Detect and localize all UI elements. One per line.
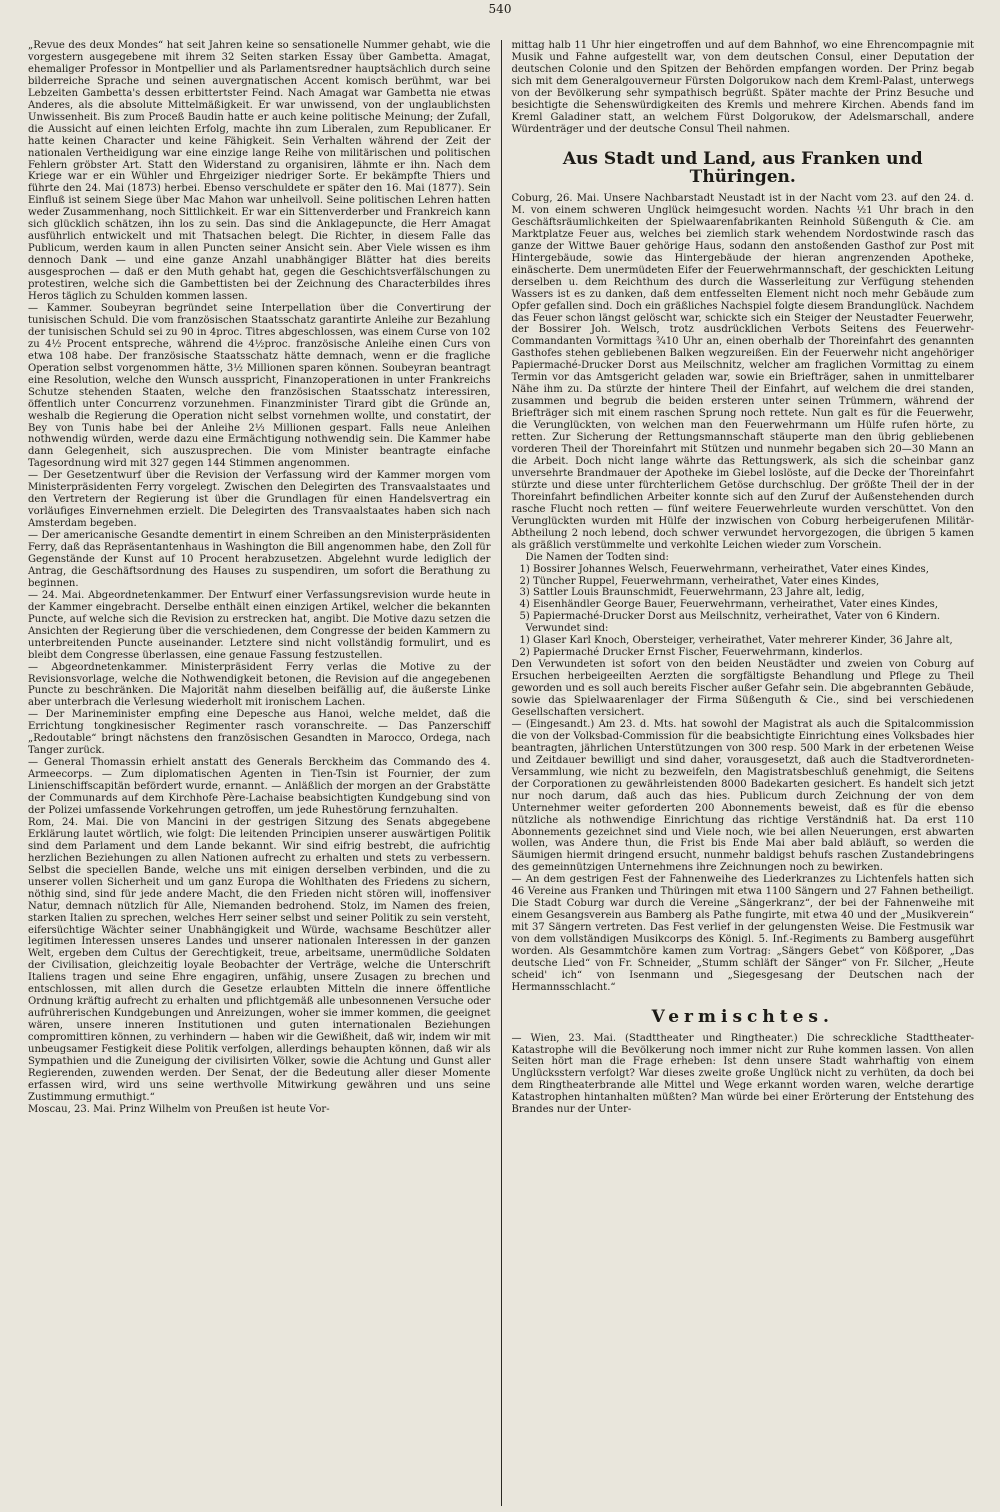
article-paragraph: — Kammer. Soubeyran begründet seine Interpellation über die Convertirung der tunisischen Schuld. Die vom französischen Staatsschatz garantirte Anleihe zur Bezahlung der tunisischen Schuld sei zu 90 in 4proc. Titres abgeschlossen, was einem Curse von 102 zu 4½ Procent entspreche, während die 4½proc. französische Anleihe einen Curs von etwa 108 habe. Der französische Staatsschatz hätte demnach, wenn er die fragliche Operation selbst vorgenommen hätte, 3½ Millionen sparen können. Soubeyran beantragt eine Resolution, welche den Wunsch ausspricht, Finanzoperationen in unter Frankreichs Schutze stehenden Staaten, welche den französischen Staatsschatz interessiren, öffentlich unter Concurrenz vorzunehmen. Finanzminister Tirard gibt die Gründe an, weshalb die Regierung die Operation nicht selbst vornehmen wollte, und constatirt, der Bey von Tunis habe bei der Anleihe 2⅓ Millionen gespart. Falls neue Anleihen nothwendig würden, werde dazu eine Ermächtigung nothwendig sein. Die Kammer habe dann Gelegenheit, sich auszusprechen. Die vom Minister beantragte einfache Tagesordnung wird mit 327 gegen 144 Stimmen angenommen.	[28, 302, 491, 470]
article-paragraph: — General Thomassin erhielt anstatt des Generals Berckheim das Commando des 4. Armeecorps. — Zum diplomatischen Agenten in Tien-Tsin ist Fournier, der zum Linienschiffscapitän befördert wurde, ernannt. — Anläßlich der morgen an der Grabstätte der Communards auf dem Kirchhofe Père-Lachaise beabsichtigten Kundgebung sind von der Polizei umfassende Vorkehrungen getroffen, um jede Ruhestörung fernzuhalten.	[28, 757, 491, 816]
column-divider	[501, 40, 502, 1506]
article-paragraph: Coburg, 26. Mai. Unsere Nachbarstadt Neustadt ist in der Nacht vom 23. auf den 24. d. M. von einem schweren Unglück heimgesucht worden. Nachts ½1 Uhr brach in den Geschäftsräumlichkeiten der Spielwaarenfabrikanten Reinhold Süßenguth & Cie. am Marktplatze Feuer aus, welches bei ziemlich stark wehendem Nordostwinde rasch das ganze der Wittwe Bauer gehörige Haus, sodann den anstoßenden Gasthof zur Post mit Hintergebäude, sowie das Hintergebäude der hieran angrenzenden Apotheke, einäscherte. Dem unermüdeten Eifer der Feuerwehrmannschaft, der geschickten Leitung derselben u. dem Reichthum des durch die Wasserleitung zur Verfügung stehenden Wassers ist es zu danken, daß dem entfesselten Element nicht noch mehr Gebäude zum Opfer gefallen sind. Doch ein gräßliches Nachspiel folgte diesem Brandunglück. Nachdem das Feuer schon längst gelöscht war, schickte sich ein Steiger der Neustadter Feuerwehr, der Bossirer Joh. Welsch, trotz ausdrücklichen Verbots Seitens des Feuerwehr-Commandanten Vormittags ¾10 Uhr an, einen oberhalb der Thoreinfahrt des genannten Gasthofes stehen gebliebenen Balken wegzureißen. Ein der Feuerwehr nicht angehöriger Papiermaché-Drucker Dorst aus Meilschnitz, welcher am fraglichen Vormittag zu einem Termin vor das Amtsgericht geladen war, sowie ein Briefträger, sahen in unmittelbarer Nähe ihm zu. Da stürzte der hintere Theil der Einfahrt, auf welchem die drei standen, zusammen und begrub die beiden ersteren unter seinen Trümmern, während der Briefträger sich mit einem raschen Sprung noch rettete. Nun galt es für die Feuerwehr, die Verunglückten, von welchen man den Feuerwehrmann um Hülfe rufen hörte, zu retten. Zur Sicherung der Rettungsmannschaft stäuperte man den übrig gebliebenen vorderen Theil der Thoreinfahrt mit Stützen und nunmehr begaben sich 20—30 Mann an die Arbeit. Doch nicht lange währte das Rettungswerk, als sich die scheinbar ganz unversehrte Brandmauer der Apotheke im Giebel loslöste, auf die Decke der Thoreinfahrt stürzte und diese unter fürchterlichem Getöse durchschlug. Der größte Theil der in der Thoreinfahrt befindlichen Arbeiter konnte sich auf den Zuruf der Außenstehenden durch rasche Flucht noch retten — fünf weitere Feuerwehrleute wurden verschüttet. Von den Verunglückten wurden mit Hülfe der inzwischen von Coburg herbeigerufenen Militär-Abtheilung 2 noch lebend, doch schwer verwundet hervorgezogen, die übrigen 5 kamen als gräßlich verstümmelte und verkohlte Leichen wieder zum Vorschein.	[511, 193, 974, 551]
list-heading: Verwundet sind:	[525, 623, 609, 635]
article-paragraph: Rom, 24. Mai. Die von Mancini in der gestrigen Sitzung des Senats abgegebene Erklärung lautet wörtlich, wie folgt: Die leitenden Principien unserer auswärtigen Politik sind dem Parlament und dem Lande bekannt. Wir sind eifrig bestrebt, die aufrichtig herzlichen Beziehungen zu allen Nationen aufrecht zu erhalten und stets zu verbessern. Selbst die speciellen Bande, welche uns mit einigen derselben verbinden, und die zu unserer vollen Sicherheit und um ganz Europa die Wohlthaten des Friedens zu sichern, nöthig sind, sind für jede andere Macht, die den Frieden nicht stören will, inoffensiver Natur, demnach nützlich für Alle, Niemanden bedrohend. Stolz, im Namen des freien, starken Italien zu sprechen, welches Herr seiner selbst und seiner Politik zu sein versteht, eifersüchtige Wächter seiner Unabhängigkeit und Würde, wachsame Beschützer aller legitimen Interessen unseres Landes und unserer nationalen Interessen in der ganzen Welt, ergeben dem Cultus der Gerechtigkeit, treue, arbeitsame, unermüdliche Soldaten der Civilisation, gleichzeitig loyale Beobachter der Verträge, welche die Unterschrift Italiens tragen und seine Ehre engagiren, unfähig, unsere Zusagen zu brechen und entschlossen, mit allen durch die Gesetze erlaubten Mitteln die innere öffentliche Ordnung kräftig aufrecht zu erhalten und pflichtgemäß alle unbesonnenen Versuche oder aufrührerischen Kundgebungen und Anreizungen, woher sie immer kommen, die geeignet wären, unsere inneren Institutionen und guten internationalen Beziehungen compromittiren können, zu verhindern — haben wir die Gewißheit, daß wir, indem wir mit unbeugsamer Festigkeit diese Politik verfolgen, allerdings behaupten können, daß wir als Sympathien und die Zuneigung der civilisirten Völker, sowie die Achtung und Gunst aller Regierenden, zuwenden werden. Der Senat, der die Bedeutung aller dieser Momente erfassen wird, wird uns seine werthvolle Mitwirkung gewähren und uns seine Zustimmung ermuthigt.“	[28, 816, 491, 1103]
left-column	[28, 40, 499, 1506]
dead-list	[512, 564, 975, 624]
article-paragraph: — Der Gesetzentwurf über die Revision der Verfassung wird der Kammer morgen vom Ministerpräsidenten Ferry vorgelegt. Zwischen den Delegirten des Transvaalstaates und den Vertretern der Regierung ist über die Grundlagen für einen Handelsvertrag ein vorläufiges Einvernehmen erzielt. Die Delegirten des Transvaalstaates haben sich nach Amsterdam begeben.	[28, 470, 491, 530]
article-paragraph: — (Eingesandt.) Am 23. d. Mts. hat sowohl der Magistrat als auch die Spitalcommission die von der Volksbad-Commission für die beabsichtigte Einrichtung eines Volksbades hier beantragten, jährlichen Unterstützungen von 300 resp. 500 Mark in der erbetenen Weise und Zeitdauer bewilligt und sind daher, vorausgesetzt, daß auch die Stadtverordneten-Versammlung, wie nicht zu bezweifeln, den Magistratsbeschluß genehmigt, die Seitens der Corporationen zu gewährleistenden 8000 Badekarten gesichert. Es handelt sich jetzt nur noch darum, daß auch das hies. Publicum durch Zeichnung der von dem Unternehmer weiter geforderten 200 Abonnements beweist, daß es für die ebenso nützliche als nothwendige Einrichtung das richtige Verständniß hat. Da erst 110 Abonnements gezeichnet sind und Viele noch, wie bei allen Neuerungen, erst abwarten wollen, was Andere thun, die Frist bis Ende Mai aber bald abläuft, so werden die Säumigen hiermit dringend ersucht, nunmehr baldigst behufs raschen Zustandebringens des gemeinnützigen Unternehmens ihre Zeichnungen noch zu bewirken.	[511, 718, 974, 874]
wounded-list	[512, 635, 975, 659]
article-paragraph: — Abgeordnetenkammer. Ministerpräsident Ferry verlas die Motive zu der Revisionsvorlage, welche die Nothwendigkeit betonen, die Revision auf die angegebenen Puncte zu beschränken. Die Majorität nahm dieselben beifällig auf, die äußerste Linke aber unterbrach die Verlesung wiederholt mit ironischem Lachen.	[28, 661, 491, 709]
list-item: 4) Eisenhändler George Bauer, Feuerwehrmann, verheirathet, Vater eines Kindes,	[519, 599, 939, 611]
article-paragraph: — Der Marineminister empfing eine Depesche aus Hanoi, welche meldet, daß die Errichtung tongkinesischer Regimenter rasch voranschreite. — Das Panzerschiff „Redoutable“ bringt nächstens den französischen Gesandten in Marocco, Ordega, nach Tanger zurück.	[28, 709, 491, 757]
article-paragraph: — An dem gestrigen Fest der Fahnenweihe des Liederkranzes zu Lichtenfels hatten sich 46 Vereine aus Franken und Thüringen mit etwa 1100 Sängern und 27 Fahnen betheiligt. Die Stadt Coburg war durch die Vereine „Sängerkranz“, der bei der Fahnenweihe mit einem Gesangsverein aus Bamberg als Pathe fungirte, mit etwa 40 und der „Musikverein“ mit 37 Sängern vertreten. Das Fest verlief in der gelungensten Weise. Die Festmusik war von dem vollständigen Musikcorps des Königl. 5. Inf.-Regiments zu Bamberg ausgeführt worden. Als Gesammtchöre kamen zum Vortrag: „Sängers Gebet“ von Kößporer, „Das deutsche Lied“ von Fr. Schneider, „Stumm schläft der Sänger“ von Fr. Silcher, „Heute scheid' ich“ von Isenmann und „Siegesgesang der Deutschen nach der Hermannsschlacht.“	[511, 874, 974, 993]
list-item: 2) Papiermaché Drucker Ernst Fischer, Feuerwehrmann, kinderlos.	[519, 647, 863, 659]
section-heading: Aus Stadt und Land, aus Franken und Thüringen.	[562, 148, 923, 188]
article-paragraph: Den Verwundeten ist sofort von den beiden Neustädter und zweien von Coburg auf Ersuchen herbeigeeilten Aerzten die sorgfältigste Behandlung und Pflege zu Theil geworden und es soll auch bereits Fischer außer Gefahr sein. Die abgebrannten Gebäude, sowie das Spielwaarenlager der Firma Süßenguth & Cie., sind bei verschiedenen Gesellschaften versichert.	[511, 659, 974, 718]
article-paragraph: Moscau, 23. Mai. Prinz Wilhelm von Preußen ist heute Vor-	[28, 1103, 330, 1115]
list-item: 1) Glaser Karl Knoch, Obersteiger, verheirathet, Vater mehrerer Kinder, 36 Jahre alt,	[519, 635, 953, 647]
article-paragraph: — Der americanische Gesandte dementirt in einem Schreiben an den Ministerpräsidenten Ferry, daß das Repräsentantenhaus in Washington die Bill angenommen habe, den Zoll für Gegenstände der Kunst auf 10 Procent herabzusetzen. Abgelehnt wurde lediglich der Antrag, die Geschäftsordnung des Hauses zu suspendiren, um sofort die Berathung zu beginnen.	[28, 530, 491, 589]
list-heading: Die Namen der Todten sind:	[525, 551, 669, 563]
article-paragraph: — Wien, 23. Mai. (Stadttheater und Ringtheater.) Die schreckliche Stadttheater-Katastrophe will die Bevölkerung noch immer nicht zur Ruhe kommen lassen. Von allen Seiten hört man die Frage erheben: Ist denn unsere Stadt wahrhaftig von einem Unglücksstern verfolgt? War dieses zweite große Unglück nicht zu verhüten, da doch bei dem Ringtheaterbrande alle Mittel und Wege erkannt worden waren, welche derartige Katastrophen hintanhalten müßten? Man würde bei einer Erörterung der Entstehung des Brandes nur der Unter-	[511, 1032, 974, 1116]
page-number: 540	[488, 2, 512, 16]
article-paragraph: „Revue des deux Mondes“ hat seit Jahren keine so sensationelle Nummer gehabt, wie die vorgestern ausgegebene mit ihrem 32 Seiten starken Essay über Gambetta. Amagat, ehemaliger Professor in Montpellier und als Parlamentsredner hauptsächlich durch seine bilderreiche Sprache und seinen auvergnatischen Accent komisch berühmt, war bei Lebzeiten Gambetta's dessen erbittertster Feind. Nach Amagat war Gambetta nie etwas Anderes, als die absolute Mittelmäßigkeit. Er war unwissend, von der unglaublichsten Unwissenheit. Bis zum Proceß Baudin hatte er auch keine politische Meinung; der Zufall, die Aussicht auf einen leichten Erfolg, machte ihn zum Liberalen, zum Republicaner. Er hatte keinen Character und keine Fähigkeit. Sein Verhalten während der Zeit der nationalen Vertheidigung war eine einzige lange Reihe von militärischen und politischen Fehlern gröbster Art. Statt den Widerstand zu organisiren, lähmte er ihn. Nach dem Kriege war er ein Wühler und Ehrgeiziger niedriger Sorte. Er bekämpfte Thiers und führte den 24. Mai (1873) herbei. Ebenso verschuldete er später den 16. Mai (1877). Sein Einfluß ist seinem Siege über Mac Mahon war unheilvoll. Seine politischen Lehren hatten weder Zusammenhang, noch Sittlichkeit. Er war ein Sittenverderber und Frankreich kann sich glücklich schätzen, ihn los zu sein. Das sind die Anklagepuncte, die Herr Amagat ausführlich entwickelt und mit Thatsachen belegt. Die Richter, in diesem Falle das Publicum, werden kaum in allen Puncten seiner Ansicht sein. Aber Viele wissen es ihm dennoch Dank — und eine ganze Anzahl unabhängiger Blätter hat dies bereits ausgesprochen — daß er den Muth gehabt hat, gegen die Geschichtsverfälschungen zu protestiren, welche sich die Gambettisten bei der Zeichnung des Characterbildes ihres Heros täglich zu Schulden kommen lassen.	[28, 40, 491, 303]
article-paragraph: mittag halb 11 Uhr hier eingetroffen und auf dem Bahnhof, wo eine Ehrencompagnie mit Musik und Fahne aufgestellt war, von dem deutschen Consul, einer Deputation der deutschen Colonie und den Spitzen der Behörden empfangen worden. Der Prinz begab sich mit dem Generalgouverneur Fürsten Dolgorukow nach dem Kreml-Palast, unterwegs von der Bevölkerung sehr sympathisch begrüßt. Später machte der Prinz Besuche und besichtigte die Sehenswürdigkeiten des Kremls und mehrere Kirchen. Abends fand im Kreml Galadiner statt, an welchem Fürst Dolgorukow, der Adelsmarschall, andere Würdenträger und der deutsche Consul Theil nahmen.	[511, 40, 974, 135]
section-heading: Vermischtes.	[651, 1006, 834, 1027]
columns	[28, 40, 974, 1506]
list-item: 1) Bossirer Johannes Welsch, Feuerwehrmann, verheirathet, Vater eines Kindes,	[519, 563, 929, 575]
list-item: 5) Papiermaché-Drucker Dorst aus Meilschnitz, verheirathet, Vater von 6 Kindern.	[519, 611, 941, 623]
list-item: 2) Tüncher Ruppel, Feuerwehrmann, verheirathet, Vater eines Kindes,	[519, 575, 880, 587]
list-item: 3) Sattler Louis Braunschmidt, Feuerwehrmann, 23 Jahre alt, ledig,	[519, 587, 865, 599]
right-column	[504, 40, 975, 1506]
article-paragraph: — 24. Mai. Abgeordnetenkammer. Der Entwurf einer Verfassungsrevision wurde heute in der Kammer eingebracht. Derselbe enthält einen einzigen Artikel, welcher die bekannten Puncte, auf welche sich die Revision zu erstrecken hat, angibt. Die Motive dazu setzen die Ansichten der Regierung über die verschiedenen, dem Congresse der beiden Kammern zu unterbreitenden Puncte auseinander. Letztere sind nicht vollständig formulirt, und es bleibt dem Congresse überlassen, eine genaue Fassung festzustellen.	[28, 589, 491, 661]
